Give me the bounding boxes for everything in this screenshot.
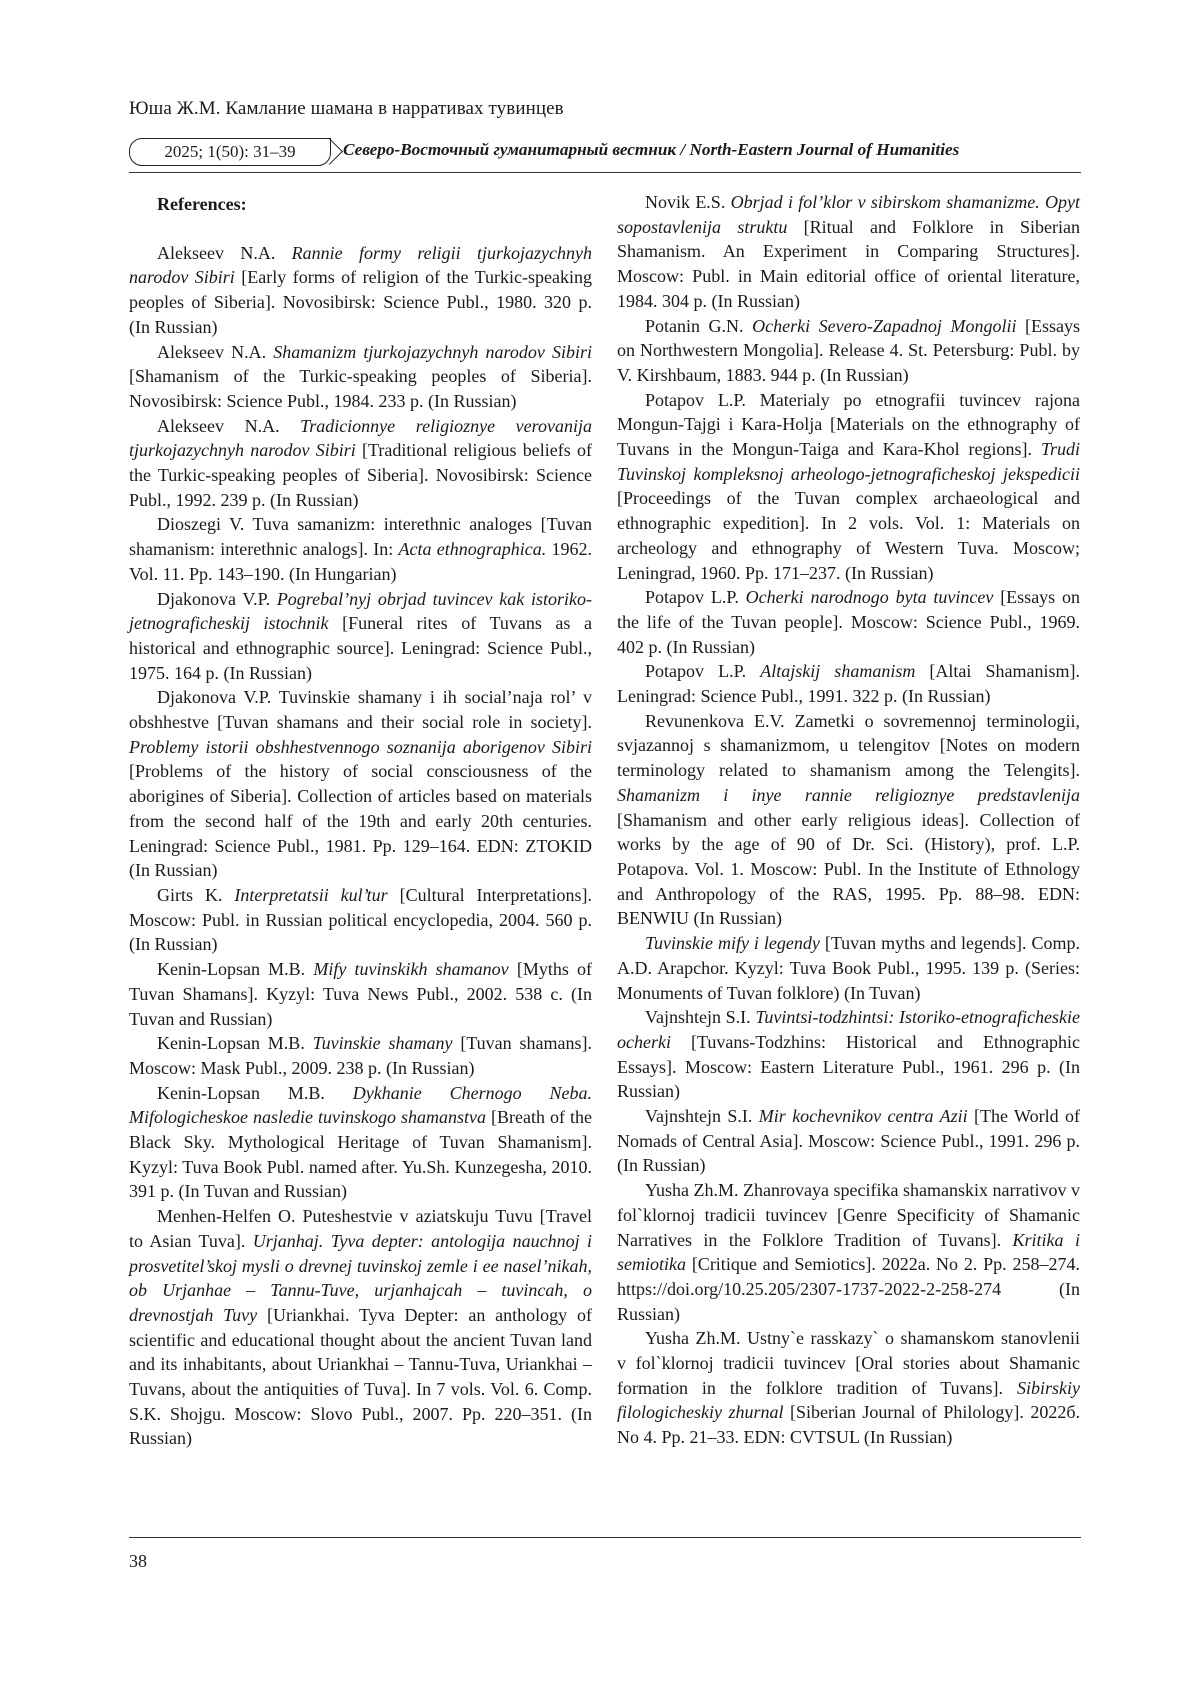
reference-entry (617, 1005, 1080, 1104)
reference-title: Urjanhaj. Tyva depter: antologija nauchnoj i prosvetitel’skoj mysli o drevnej tuvinskoj zemle i ee nasel’nikah, ob Urjanhae – Tannu-Tuve, urjanhajcah – tuvincah, o drevnostjah Tuvy (129, 1230, 592, 1325)
reference-text: Yusha Zh.M. Zhanrovaya specifika shamanskix narrativov v fol`klornoj tradicii tuvincev [Genre Specificity of Shamanic Narratives in the Folklore Tradition of Tuvans]. (617, 1180, 1080, 1250)
reference-entry (617, 709, 1080, 931)
reference-title: Shamanizm tjurkojazychnyh narodov Sibiri (273, 341, 592, 362)
reference-title: Tradicionnye religioznye verovanija tjurkojazychnyh narodov Sibiri (129, 415, 592, 461)
reference-entry (617, 1326, 1080, 1450)
journal-header (129, 136, 1081, 170)
reference-title: Ocherki narodnogo byta tuvincev (745, 587, 994, 608)
reference-details: [The World of Nomads of Central Asia]. Moscow: Science Publ., 1991. 296 p. (In Russian) (617, 1106, 1080, 1176)
reference-title: Altajskij shamanism (760, 661, 916, 682)
reference-title: Pogrebal’nyj obrjad tuvincev kak istoriko-jetnograficheskij istochnik (129, 588, 592, 634)
reference-entry (129, 957, 592, 1031)
page-number: 38 (129, 1551, 147, 1571)
reference-title: Tuvintsi-todzhintsi: Istoriko-etnograficheskie ocherki (617, 1007, 1081, 1052)
reference-details: [Shamanism of the Turkic-speaking peoples of Siberia]. Novosibirsk: Science Publ., 1984. 233 p. (In Russian) (129, 366, 592, 411)
reference-title: Sibirskiy filologicheskiy zhurnal (617, 1377, 1080, 1423)
reference-entry (617, 1104, 1080, 1178)
reference-text: Kenin-Lopsan M.B. (157, 1082, 353, 1103)
reference-entry (617, 388, 1080, 586)
reference-details: [Funeral rites of Tuvans as a historical and ethnographic source]. Leningrad: Science Publ., 1975. 164 p. (In Russian) (129, 613, 592, 683)
reference-title: Rannie formy religii tjurkojazychnyh narodov Sibiri (129, 242, 592, 288)
reference-details: [Myths of Tuvan Shamans]. Kyzyl: Tuva News Publ., 2002. 538 c. (In Tuvan and Russian) (129, 959, 593, 1029)
reference-text: Vajnshtejn S.I. (645, 1007, 756, 1028)
reference-details: [Breath of the Black Sky. Mythological Heritage of Tuvan Shamanism]. Kyzyl: Tuva Book Publ. named after. Yu.Sh. Kunzegesha, 2010. 391 p. (In Tuvan and Russian) (129, 1107, 592, 1202)
reference-entry (617, 1178, 1080, 1326)
reference-text: Kenin-Lopsan M.B. (157, 959, 314, 980)
reference-entry (129, 1204, 592, 1451)
reference-entry (129, 512, 592, 586)
reference-title: Shamanizm i inye rannie religioznye predstavlenija (617, 784, 1080, 805)
reference-details: [Critique and Semiotics]. 2022a. No 2. Pp. 258–274. https://doi.org/10.25.205/2307-1737-2022-2-258-274 (In Russian) (617, 1254, 1080, 1324)
reference-text: Kenin-Lopsan M.B. (157, 1033, 313, 1054)
header-divider (129, 172, 1081, 173)
reference-text: Djakonova V.P. (157, 588, 277, 609)
reference-entry (129, 340, 592, 414)
reference-details: [Ritual and Folklore in Siberian Shamanism. An Experiment in Comparing Structures]. Moscow: Publ. in Main editorial office of oriental literature, 1984. 304 p. (In Russian) (617, 216, 1081, 311)
reference-title: Trudi Tuvinskoj kompleksnoj arheologo-jetnograficheskoj jekspedicii (617, 439, 1080, 484)
references-column-left (129, 192, 592, 1451)
references-list-right (617, 190, 1080, 1450)
issue-badge: 2025; 1(50): 31–39 (129, 138, 331, 166)
reference-title: Ocherki Severo-Zapadnoj Mongolii (752, 315, 1017, 336)
reference-details: [Siberian Journal of Philology]. 2022б. No 4. Pp. 21–33. EDN: CVTSUL (In Russian) (617, 1402, 1080, 1448)
reference-text: Djakonova V.P. Tuvinskie shamany i ih social’naja rol’ v obshhestve [Tuvan shamans and their social role in society]. (129, 687, 592, 733)
reference-text: Dioszegi V. Tuva samanizm: interethnic analoges [Tuvan shamanism: interethnic analogs]. In: (129, 514, 592, 560)
reference-title: Mify tuvinskikh shamanov (313, 959, 509, 980)
reference-text: Yusha Zh.M. Ustny`e rasskazy` o shamanskom stanovlenii v fol`klornoj tradicii tuvincev [Oral stories about Shamanic formation in the folklore tradition of Tuvans]. (617, 1328, 1080, 1398)
reference-title: Mir kochevnikov centra Azii (758, 1106, 968, 1127)
reference-details: [Uriankhai. Tyva Depter: an anthology of scientific and educational thought about the ancient Tuvan land and its inhabitants, about Uriankhai – Tannu-Tuva, Uriankhai – Tuvans, about the antiquities of Tuva]. In 7 vols. Vol. 6. Comp. S.K. Shojgu. Moscow: Slovo Publ., 2007. Pp. 220–351. (In Russian) (129, 1304, 592, 1449)
reference-entry (129, 414, 592, 513)
reference-title: Interpretatsii kul’tur (234, 884, 388, 905)
reference-details: [Tuvan myths and legends]. Comp. A.D. Arapchor. Kyzyl: Tuva Book Publ., 1995. 139 p. (Series: Monuments of Tuvan folklore) (In Tuvan) (617, 933, 1081, 1003)
references-heading: References: (157, 194, 247, 214)
reference-title: Acta ethnographica. (398, 539, 547, 560)
reference-title: Dykhanie Chernogo Neba. Mifologicheskoe nasledie tuvinskogo shamanstva (129, 1082, 593, 1128)
reference-text: Alekseev N.A. (157, 415, 301, 436)
reference-entry (617, 190, 1080, 314)
reference-text: Potapov L.P. (645, 661, 761, 682)
reference-entry (617, 314, 1080, 388)
references-list-left (129, 241, 592, 1451)
reference-details: [Essays on the life of the Tuvan people]. Moscow: Science Publ., 1969. 402 p. (In Russian) (617, 587, 1081, 657)
reference-details: [Traditional religious beliefs of the Turkic-speaking peoples of Siberia]. Novosibirsk: Science Publ., 1992. 239 p. (In Russian) (129, 440, 592, 510)
reference-entry (129, 587, 592, 686)
reference-text: Potapov L.P. Materialy po etnografii tuvincev rajona Mongun-Tajgi i Kara-Holja [Materials on the ethnography of Tuvans in the Mongun-Taiga and Kara-Khol regions]. (617, 389, 1080, 460)
reference-text: Revunenkova E.V. Zametki o sovremennoj terminologii, svjazannoj s shamanizmom, u telengitov [Notes on modern terminology related to shamanism among the Telengits]. (617, 710, 1080, 781)
reference-title: Tuvinskie shamany (312, 1033, 453, 1054)
reference-entry (617, 585, 1080, 659)
reference-text: Potanin G.N. (645, 315, 753, 336)
reference-details: [Altai Shamanism]. Leningrad: Science Publ., 1991. 322 p. (In Russian) (617, 661, 1080, 707)
reference-details: [Problems of the history of social consciousness of the aborigines of Siberia]. Collection of articles based on materials from the second half of the 19th and early 20th centuries. Leningrad: Science Publ., 1981. Pp. 129–164. EDN: ZTOKID (In Russian) (129, 761, 592, 881)
reference-title: Obrjad i fol’klor v sibirskom shamanizme. Opyt sopostavlenija struktu (617, 192, 1080, 237)
reference-details: [Tuvans-Todzhins: Historical and Ethnographic Essays]. Moscow: Eastern Literature Publ., 1961. 296 p. (In Russian) (617, 1031, 1080, 1102)
reference-details: [Early forms of religion of the Turkic-speaking peoples of Siberia]. Novosibirsk: Science Publ., 1980. 320 p. (In Russian) (129, 267, 592, 337)
reference-details: [Cultural Interpretations]. Moscow: Publ. in Russian political encyclopedia, 2004. 560 p. (In Russian) (129, 884, 592, 955)
reference-details: [Tuvan shamans]. Moscow: Mask Publ., 2009. 238 p. (In Russian) (129, 1033, 592, 1078)
reference-entry (129, 241, 592, 340)
reference-title: Problemy istorii obshhestvennogo soznanija aborigenov Sibiri (129, 736, 592, 757)
reference-title: Tuvinskie mify i legendy (645, 933, 820, 954)
reference-entry (617, 931, 1080, 1005)
reference-entry (129, 1081, 592, 1205)
reference-entry (617, 659, 1080, 708)
reference-text: Menhen-Helfen O. Puteshestvie v aziatskuju Tuvu [Travel to Asian Tuva]. (129, 1206, 592, 1251)
references-column-right (617, 190, 1080, 1450)
reference-details: [Essays on Northwestern Mongolia]. Release 4. St. Petersburg: Publ. by V. Kirshbaum, 1883. 944 p. (In Russian) (617, 315, 1081, 385)
running-title: Юша Ж.М. Камлание шамана в нарративах тувинцев (129, 98, 564, 119)
reference-details: [Proceedings of the Tuvan complex archaeological and ethnographic expedition]. In 2 vols. Vol. 1: Materials on archeology and ethnography of Western Tuva. Moscow; Leningrad, 1960. Pp. 171–237. (In Russian) (617, 488, 1080, 583)
reference-text: Alekseev N.A. (157, 341, 274, 362)
reference-details: [Shamanism and other early religious ideas]. Collection of works by the age of 90 of Dr. Sci. (History), prof. L.P. Potapova. Vol. 1. Moscow: Publ. In the Institute of Ethnology and Anthropology of the RAS, 1995. Pp. 88–98. EDN: BENWIU (In Russian) (617, 809, 1080, 929)
reference-text: Alekseev N.A. (157, 242, 292, 263)
reference-text: Vajnshtejn S.I. (645, 1106, 759, 1127)
reference-entry (129, 883, 592, 957)
reference-text: Potapov L.P. (645, 587, 746, 608)
reference-text: Girts K. (157, 884, 235, 905)
reference-text: Novik E.S. (645, 192, 731, 212)
reference-title: Kritika i semiotika (617, 1229, 1080, 1275)
reference-details: 1962. Vol. 11. Pp. 143–190. (In Hungarian) (129, 539, 592, 584)
reference-entry (129, 1031, 592, 1080)
journal-name: Северо-Восточный гуманитарный вестник / North-Eastern Journal of Humanities (343, 140, 960, 159)
reference-entry (129, 685, 592, 883)
footer-divider (129, 1537, 1081, 1538)
